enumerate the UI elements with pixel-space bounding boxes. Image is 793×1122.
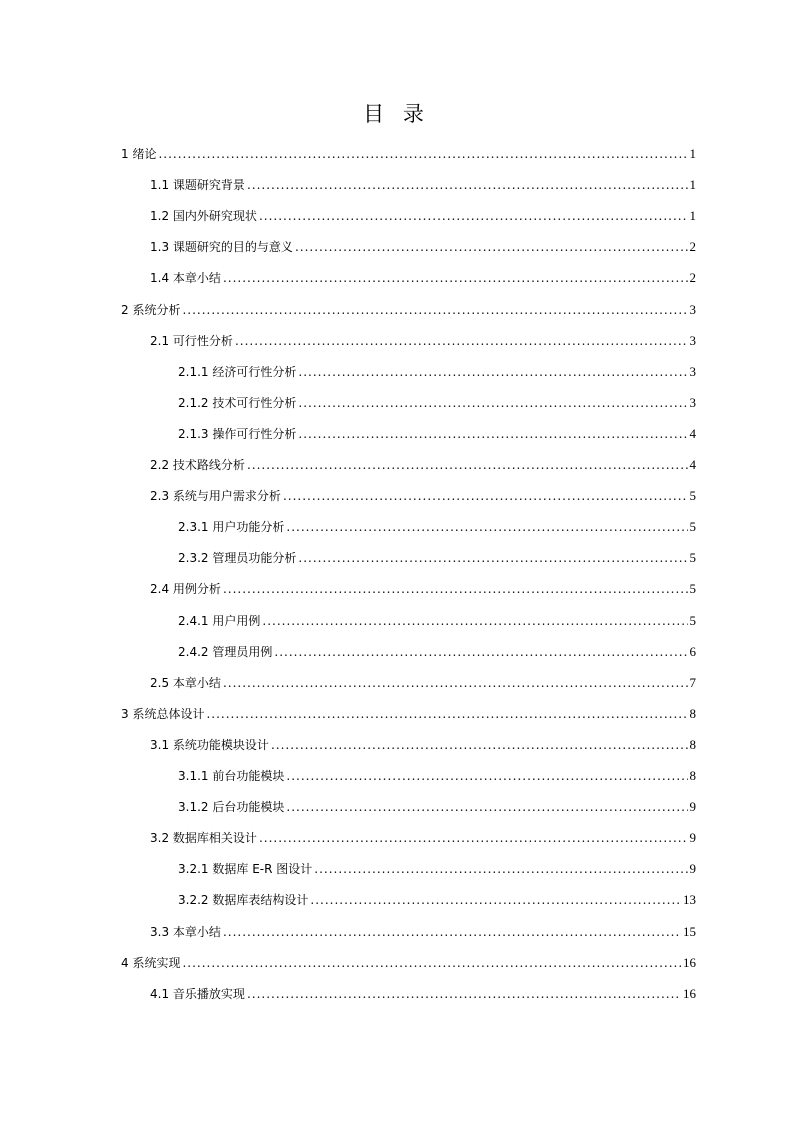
toc-leader-dots xyxy=(310,889,681,911)
toc-entry[interactable] xyxy=(178,765,696,787)
toc-page-number: 13 xyxy=(683,892,696,908)
toc-entry[interactable] xyxy=(150,921,696,943)
toc-entry-label: 国内外研究现状 xyxy=(172,209,257,224)
toc-entry[interactable] xyxy=(178,392,696,414)
toc-leader-dots xyxy=(247,174,688,196)
toc-entry[interactable] xyxy=(178,361,696,383)
toc-title: 目 录 xyxy=(363,102,430,126)
toc-entry-title xyxy=(150,578,221,600)
toc-entry-title xyxy=(150,454,245,476)
toc-entry[interactable] xyxy=(150,236,696,258)
toc-leader-dots xyxy=(235,330,688,352)
toc-entry-label: 技术路线分析 xyxy=(172,458,245,472)
toc-entry[interactable] xyxy=(150,485,696,507)
toc-entry[interactable] xyxy=(178,889,696,911)
toc-entry-label: 系统功能模块设计 xyxy=(172,737,269,752)
toc-page-number: 8 xyxy=(689,768,696,783)
toc-entry-title xyxy=(150,485,281,507)
toc-entry-label: 系统实现 xyxy=(132,955,181,970)
toc-entry-number: 4.1 xyxy=(150,986,170,1001)
toc-page-number: 5 xyxy=(689,488,696,504)
toc-leader-dots xyxy=(247,983,681,1005)
toc-entry-number: 3.2.2 xyxy=(178,893,209,908)
toc-page-number: 15 xyxy=(683,923,696,939)
toc-entry-label: 数据库 E-R 图设计 xyxy=(212,862,313,877)
toc-entry-number: 2.1.1 xyxy=(178,364,209,379)
toc-entry-title xyxy=(150,983,245,1005)
toc-entry-number: 2.4 xyxy=(150,582,170,597)
toc-entry-number: 2.3.2 xyxy=(178,551,209,566)
toc-page-number: 7 xyxy=(689,674,696,690)
toc-entry-title xyxy=(178,547,296,569)
toc-entry-label: 课题研究的目的与意义 xyxy=(172,240,293,255)
toc-entry-title xyxy=(178,641,272,663)
toc-entry-number: 2 xyxy=(121,302,129,317)
toc-leader-dots xyxy=(295,236,688,258)
toc-entry-number: 2.3.1 xyxy=(178,520,209,535)
toc-entry-number: 2.5 xyxy=(150,675,170,690)
toc-entry-number: 3.1.2 xyxy=(178,800,209,815)
toc-entry-title xyxy=(150,174,245,196)
toc-entry-label: 操作可行性分析 xyxy=(212,426,297,441)
toc-entry[interactable] xyxy=(150,827,696,849)
toc-entry-label: 经济可行性分析 xyxy=(212,364,297,379)
toc-entry-label: 用户用例 xyxy=(212,613,261,628)
toc-leader-dots xyxy=(182,952,681,974)
toc-entry-title xyxy=(121,299,180,321)
toc-entry-label: 后台功能模块 xyxy=(212,800,285,815)
toc-leader-dots xyxy=(314,858,687,880)
toc-page-number: 4 xyxy=(689,425,696,441)
toc-entry-number: 3.3 xyxy=(150,924,170,939)
toc-entry[interactable] xyxy=(178,796,696,818)
toc-leader-dots xyxy=(223,921,681,943)
toc-entry-title xyxy=(178,610,260,632)
toc-entry-number: 2.4.1 xyxy=(178,613,209,628)
toc-entry-number: 3.2.1 xyxy=(178,862,209,877)
toc-entry-number: 3 xyxy=(121,706,129,721)
toc-page-number: 3 xyxy=(689,363,696,379)
toc-page-number: 2 xyxy=(689,270,696,286)
toc-page-number: 3 xyxy=(689,332,696,348)
toc-entry[interactable] xyxy=(121,299,696,321)
toc-page-number: 16 xyxy=(683,954,696,970)
toc-entry-number: 2.4.2 xyxy=(178,644,209,659)
toc-entry-label: 数据库表结构设计 xyxy=(212,893,309,908)
toc-page-number: 5 xyxy=(689,550,696,566)
toc-entry-title xyxy=(178,516,284,538)
toc-entry-number: 2.2 xyxy=(150,458,170,472)
toc-entry[interactable] xyxy=(150,983,696,1005)
toc-entry-title xyxy=(121,952,180,974)
toc-entry[interactable] xyxy=(150,578,696,600)
toc-entry-label: 系统与用户需求分析 xyxy=(172,489,281,504)
toc-page-number: 5 xyxy=(689,519,696,535)
toc-entry-title xyxy=(178,765,284,787)
toc-page-number: 16 xyxy=(683,985,696,1001)
toc-entry[interactable] xyxy=(178,858,696,880)
toc-leader-dots xyxy=(271,734,688,756)
toc-entry-number: 1.1 xyxy=(150,178,170,193)
toc-leader-dots xyxy=(274,641,687,663)
toc-leader-dots xyxy=(259,205,688,227)
toc-leader-dots xyxy=(223,578,688,600)
toc-entry-title xyxy=(150,672,221,694)
toc-entry-title xyxy=(150,734,269,756)
toc-page-number: 4 xyxy=(689,457,696,472)
toc-entry-number: 3.1.1 xyxy=(178,769,209,783)
toc-entry-number: 2.3 xyxy=(150,489,170,504)
toc-leader-dots xyxy=(206,703,687,725)
toc-entry-title xyxy=(150,205,257,227)
toc-leader-dots xyxy=(182,299,687,321)
toc-entry-number: 4 xyxy=(121,955,129,970)
toc-entry[interactable] xyxy=(150,734,696,756)
toc-entry-label: 可行性分析 xyxy=(172,333,233,348)
toc-page-number: 8 xyxy=(689,705,696,721)
toc-leader-dots xyxy=(247,454,688,476)
toc-page-number: 5 xyxy=(689,612,696,628)
toc-leader-dots xyxy=(286,796,687,818)
toc-leader-dots xyxy=(283,485,688,507)
toc-entry-number: 2.1 xyxy=(150,333,170,348)
toc-entry-title xyxy=(178,423,296,445)
toc-page-number: 9 xyxy=(689,799,696,815)
toc-leader-dots xyxy=(298,547,687,569)
toc-entry[interactable] xyxy=(178,547,696,569)
toc-page-number: 3 xyxy=(689,301,696,317)
toc-leader-dots xyxy=(298,361,687,383)
toc-page-number: 1 xyxy=(689,208,696,224)
toc-leader-dots xyxy=(286,765,687,787)
toc-entry-label: 系统总体设计 xyxy=(132,706,205,721)
toc-leader-dots xyxy=(259,827,688,849)
toc-leader-dots xyxy=(286,516,687,538)
toc-entry[interactable] xyxy=(178,423,696,445)
toc-entry-number: 1.3 xyxy=(150,240,170,255)
toc-entry-title xyxy=(178,796,284,818)
toc-entry-title xyxy=(150,267,221,289)
toc-entry[interactable] xyxy=(150,672,696,694)
toc-entry[interactable] xyxy=(150,267,696,289)
toc-entry[interactable] xyxy=(121,143,696,165)
toc-entry[interactable] xyxy=(178,641,696,663)
toc-entry-number: 3.1 xyxy=(150,737,170,752)
toc-entry-label: 绪论 xyxy=(132,147,157,161)
toc-page-number: 2 xyxy=(689,239,696,255)
toc-entry-number: 2.1.3 xyxy=(178,426,209,441)
toc-entry-label: 用例分析 xyxy=(172,582,221,597)
toc-entry-label: 用户功能分析 xyxy=(212,520,285,535)
toc-page-number: 8 xyxy=(689,736,696,752)
toc-entry-label: 音乐播放实现 xyxy=(172,986,245,1001)
toc-entry-title xyxy=(150,236,293,258)
toc-entry-number: 2.1.2 xyxy=(178,395,209,410)
toc-entry-label: 数据库相关设计 xyxy=(172,831,257,846)
toc-leader-dots xyxy=(158,143,687,165)
toc-entry-label: 管理员用例 xyxy=(212,644,273,659)
toc-entry-title xyxy=(178,392,296,414)
toc-entry-label: 课题研究背景 xyxy=(172,178,245,193)
toc-entry-title xyxy=(178,361,296,383)
toc-entry-title xyxy=(150,827,257,849)
toc-leader-dots xyxy=(298,423,687,445)
toc-entry-label: 本章小结 xyxy=(172,271,221,286)
toc-entry[interactable] xyxy=(121,952,696,974)
toc-entry-number: 3.2 xyxy=(150,831,170,846)
toc-page-number: 1 xyxy=(689,177,696,193)
toc-entry-label: 技术可行性分析 xyxy=(212,395,297,410)
toc-entry[interactable] xyxy=(121,703,696,725)
toc-entry-title xyxy=(121,143,156,165)
toc-entry-title xyxy=(178,889,308,911)
toc-leader-dots xyxy=(298,392,687,414)
toc-entry[interactable] xyxy=(150,174,696,196)
toc-entry-title xyxy=(150,921,221,943)
toc-entry[interactable] xyxy=(178,516,696,538)
toc-entry-number: 1 xyxy=(121,147,129,161)
toc-entry-label: 本章小结 xyxy=(172,924,221,939)
toc-page-number: 9 xyxy=(689,830,696,846)
toc-entry-label: 前台功能模块 xyxy=(212,769,285,783)
toc-entry-label: 系统分析 xyxy=(132,302,181,317)
toc-page-number: 5 xyxy=(689,581,696,597)
toc-entry[interactable] xyxy=(178,610,696,632)
toc-page-number: 3 xyxy=(689,394,696,410)
toc-entry-title xyxy=(178,858,312,880)
toc-entry-number: 1.4 xyxy=(150,271,170,286)
toc-entry-number: 1.2 xyxy=(150,209,170,224)
toc-entry-title xyxy=(150,330,233,352)
toc-entry-title xyxy=(121,703,204,725)
toc-page-number: 1 xyxy=(689,146,696,161)
toc-entry[interactable] xyxy=(150,454,696,476)
toc-entry[interactable] xyxy=(150,205,696,227)
toc-page-number: 9 xyxy=(689,861,696,877)
toc-leader-dots xyxy=(223,672,688,694)
toc-leader-dots xyxy=(262,610,687,632)
toc-entry-label: 本章小结 xyxy=(172,675,221,690)
toc-leader-dots xyxy=(223,267,688,289)
toc-entry-label: 管理员功能分析 xyxy=(212,551,297,566)
toc-entry[interactable] xyxy=(150,330,696,352)
toc-page-number: 6 xyxy=(689,643,696,659)
